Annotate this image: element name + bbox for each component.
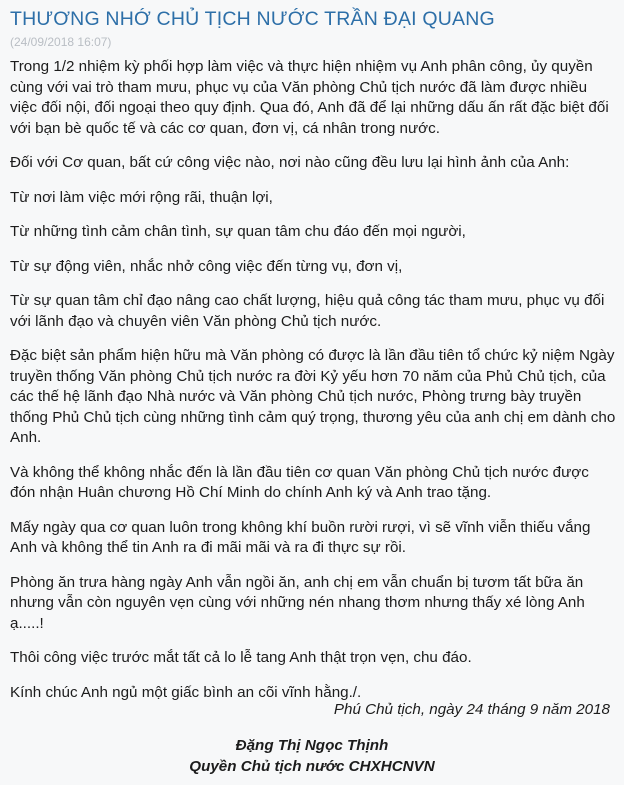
- paragraph: Thôi công việc trước mắt tất cả lo lễ tang Anh thật trọn vẹn, chu đáo.: [10, 649, 472, 666]
- signer-name: Đặng Thị Ngọc Thịnh: [235, 737, 389, 754]
- paragraph: Từ sự quan tâm chỉ đạo nâng cao chất lượng, hiệu quả công tác tham mưu, phục vụ đối với lãnh đạo và chuyên viên Văn phòng Chủ tịch nước.: [10, 292, 605, 330]
- paragraph: Từ nơi làm việc mới rộng rãi, thuận lợi,: [10, 188, 273, 206]
- paragraph: Kính chúc Anh ngủ một giấc bình an cõi vĩnh hằng./.: [10, 683, 362, 701]
- paragraph: Từ sự động viên, nhắc nhở công việc đến từng vụ, đơn vị,: [10, 257, 403, 275]
- article-body: [10, 57, 616, 717]
- paragraph: Từ những tình cảm chân tình, sự quan tâm chu đáo đến mọi người,: [10, 223, 466, 240]
- signer-title: Quyền Chủ tịch nước CHXHCNVN: [189, 758, 435, 775]
- article-date: (24/09/2018 16:07): [10, 35, 112, 49]
- paragraph: Mấy ngày qua cơ quan luôn trong không khí buồn rười rượi, vì sẽ vĩnh viễn thiếu vắng Anh và không thể tin Anh ra đi mãi mãi và ra đi thực sự rồi.: [10, 518, 591, 556]
- paragraph: Đặc biệt sản phẩm hiện hữu mà Văn phòng có được là lần đầu tiên tổ chức kỷ niệm Ngày truyền thống Văn phòng Chủ tịch nước ra đời Kỷ yếu hơn 70 năm của Phủ Chủ tịch, của các thế hệ lãnh đạo Nhà nước và Văn phòng Chủ tịch nước, Phòng trưng bày truyền thống Phủ Chủ tịch cùng những tình cảm quý trọng, thương yêu của anh chị em dành cho Anh.: [10, 347, 616, 446]
- paragraph: Và không thể không nhắc đến là lần đầu tiên cơ quan Văn phòng Chủ tịch nước được đón nhận Huân chương Hồ Chí Minh do chính Anh ký và Anh trao tặng.: [10, 463, 589, 501]
- paragraph: Phòng ăn trưa hàng ngày Anh vẫn ngồi ăn, anh chị em vẫn chuẩn bị tươm tất bữa ăn nhưng vẫn còn nguyên vẹn cùng với những nén nhang thơm nhưng thấy xé lòng Anh ạ.....!: [10, 573, 585, 632]
- paragraph: Trong 1/2 nhiệm kỳ phối hợp làm việc và thực hiện nhiệm vụ Anh phân công, ủy quyền cùng với vai trò tham mưu, phục vụ của Văn phòng Chủ tịch nước đã làm được nhiều việc đối nội, đối ngoại theo quy định. Qua đó, Anh đã để lại những dấu ấn rất đặc biệt đối với bạn bè quốc tế và các cơ quan, đơn vị, cá nhân trong nước.: [10, 58, 609, 137]
- article-title: THƯƠNG NHỚ CHỦ TỊCH NƯỚC TRẦN ĐẠI QUANG: [10, 8, 495, 30]
- paragraph: Đối với Cơ quan, bất cứ công việc nào, nơi nào cũng đều lưu lại hình ảnh của Anh:: [10, 154, 570, 171]
- place-date-line: Phú Chủ tịch, ngày 24 tháng 9 năm 2018: [333, 701, 610, 718]
